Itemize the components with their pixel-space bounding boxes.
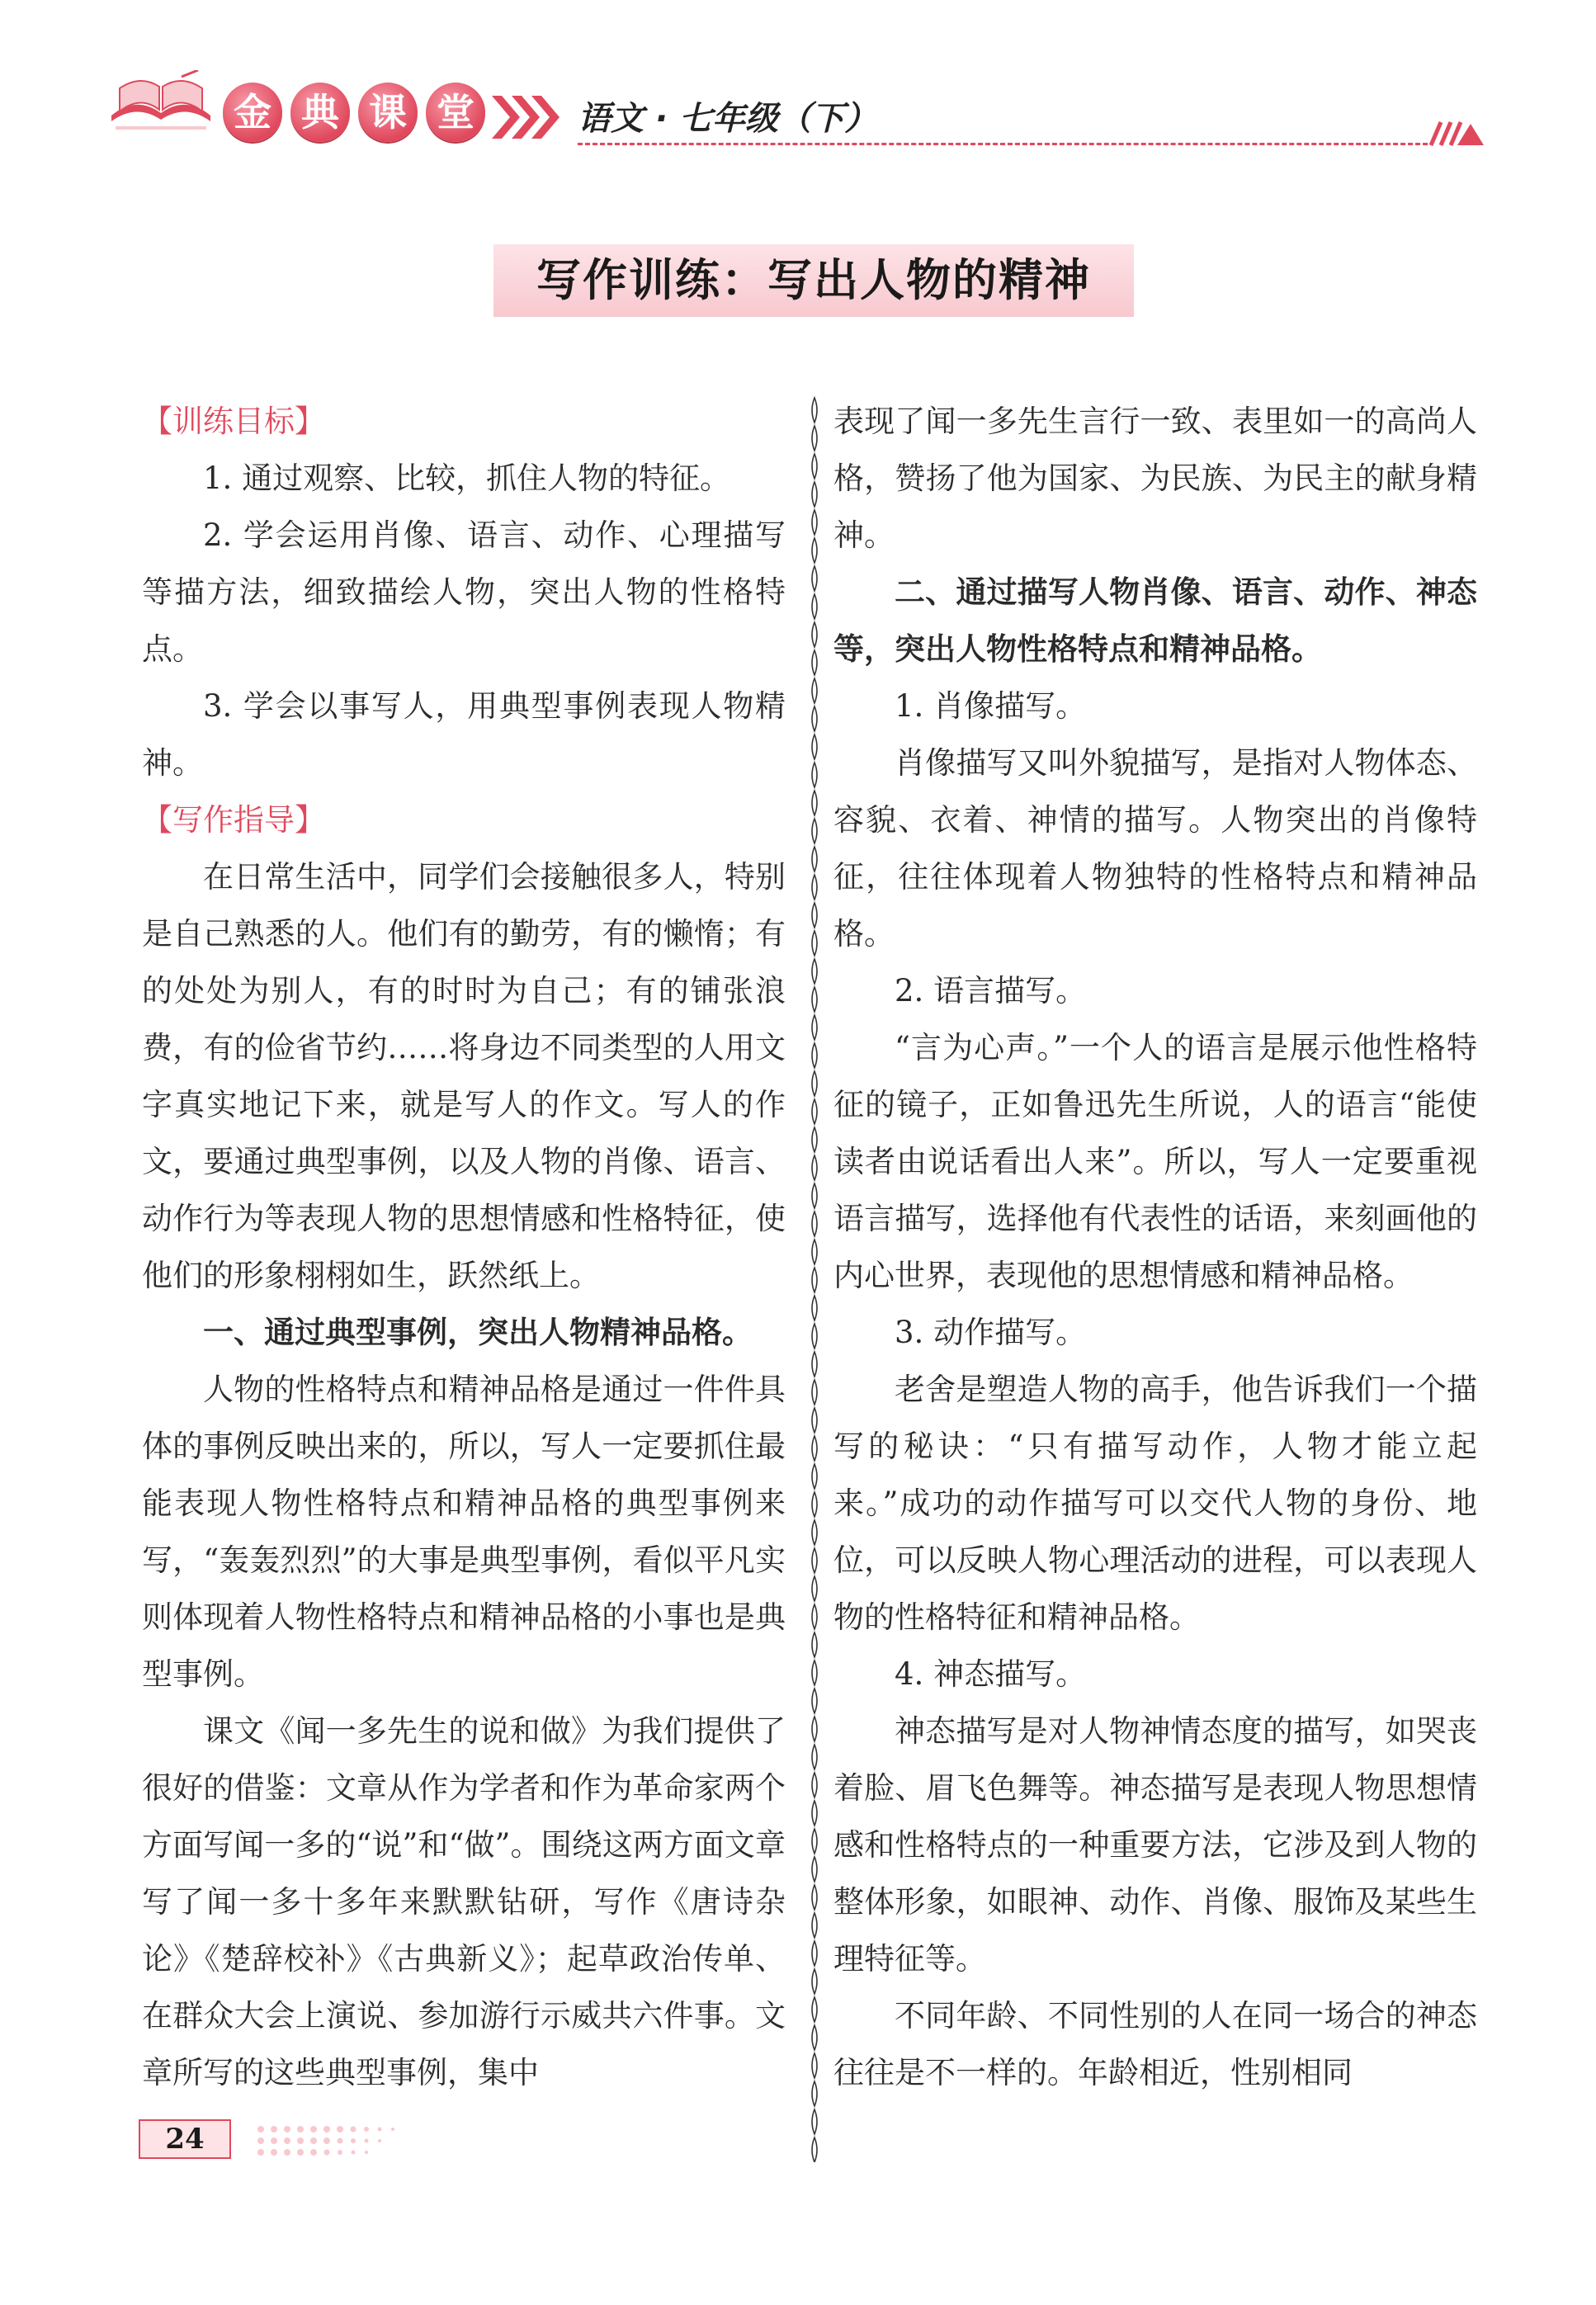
paragraph: 1. 肖像描写。 — [895, 688, 1087, 724]
left-column — [142, 393, 786, 2101]
paragraph: 2. 语言描写。 — [895, 973, 1087, 1008]
paragraph: 表现了闻一多先生言行一致、表里如一的高尚人格，赞扬了他为国家、为民族、为民主的献身精神。 — [833, 404, 1477, 553]
right-column — [833, 393, 1477, 2101]
section-heading: 【训练目标】 — [142, 404, 325, 439]
triangle-stripes-icon — [1428, 116, 1485, 149]
dot-pattern-decoration — [256, 2123, 454, 2156]
paragraph: 肖像描写又叫外貌描写，是指对人物体态、容貌、衣着、神情的描写。人物突出的肖像特征，往往体现着人物独特的性格特点和精神品格。 — [833, 745, 1477, 952]
brand-char: 金 — [223, 83, 282, 142]
paragraph: 4. 神态描写。 — [895, 1656, 1087, 1692]
page-number: 24 — [165, 2123, 205, 2156]
brand-char: 课 — [358, 83, 418, 142]
paragraph: 课文《闻一多先生的说和做》为我们提供了很好的借鉴：文章从作为学者和作为革命家两个方面写闻一多的“说”和“做”。围绕这两方面文章写了闻一多十多年来默默钻研，写作《唐诗杂论》《楚辞校补》《古典新义》；起草政治传单、在群众大会上演说、参加游行示威共六件事。文章所写的这些典型事例，集中 — [142, 1713, 786, 2090]
paragraph: 1. 通过观察、比较，抓住人物的特征。 — [203, 461, 731, 496]
paragraph: 人物的性格特点和精神品格是通过一件件具体的事例反映出来的，所以，写人一定要抓住最能表现人物性格特点和精神品格的典型事例来写，“轰轰烈烈”的大事是典型事例，看似平凡实则体现着人物性格特点和精神品格的小事也是典型事例。 — [142, 1372, 786, 1692]
section-heading: 【写作指导】 — [142, 802, 325, 838]
paragraph: 老舍是塑造人物的高手，他告诉我们一个描写的秘诀：“只有描写动作，人物才能立起来。”成功的动作描写可以交代人物的身份、地位，可以反映人物心理活动的进程，可以表现人物的性格特征和精神品格。 — [833, 1372, 1477, 1635]
brand-char: 典 — [290, 83, 350, 142]
brand-title — [223, 83, 485, 142]
paragraph: 不同年龄、不同性别的人在同一场合的神态往往是不一样的。年龄相近，性别相同 — [833, 1998, 1477, 2090]
bold-subheading: 二、通过描写人物肖像、语言、动作、神态等，突出人物性格特点和精神品格。 — [833, 574, 1477, 667]
page-title: 写作训练：写出人物的精神 — [536, 254, 1091, 306]
bold-subheading: 一、通过典型事例，突出人物精神品格。 — [203, 1315, 753, 1350]
column-divider — [809, 396, 820, 2162]
paragraph: 神态描写是对人物神情态度的描写，如哭丧着脸、眉飞色舞等。神态描写是表现人物思想情感和性格特点的一种重要方法，它涉及到人物的整体形象，如眼神、动作、肖像、服饰及某些生理特征等。 — [833, 1713, 1477, 1977]
header-divider — [578, 143, 1428, 145]
brand-char: 堂 — [426, 83, 485, 142]
paragraph: 3. 学会以事写人，用典型事例表现人物精神。 — [142, 688, 786, 781]
paragraph: “言为心声。”一个人的语言是展示他性格特征的镜子，正如鲁迅先生所说，人的语言“能使读者由说话看出人来”。所以，写人一定要重视语言描写，选择他有代表性的话语，来刻画他的内心世界，表现他的思想情感和精神品格。 — [833, 1030, 1477, 1293]
paragraph: 3. 动作描写。 — [895, 1315, 1087, 1350]
paragraph: 在日常生活中，同学们会接触很多人，特别是自己熟悉的人。他们有的勤劳，有的懒惰；有的处处为别人，有的时时为自己；有的铺张浪费，有的俭省节约……将身边不同类型的人用文字真实地记下来，就是写人的作文。写人的作文，要通过典型事例，以及人物的肖像、语言、动作行为等表现人物的思想情感和性格特征，使他们的形象栩栩如生，跃然纸上。 — [142, 859, 786, 1293]
subject-label: 语文 · 七年级（下） — [578, 100, 878, 138]
paragraph: 2. 学会运用肖像、语言、动作、心理描写等描方法，细致描绘人物，突出人物的性格特点。 — [142, 517, 786, 667]
chevron-right-icon — [489, 91, 563, 144]
book-logo-icon — [107, 70, 215, 136]
page-header — [0, 0, 1596, 190]
